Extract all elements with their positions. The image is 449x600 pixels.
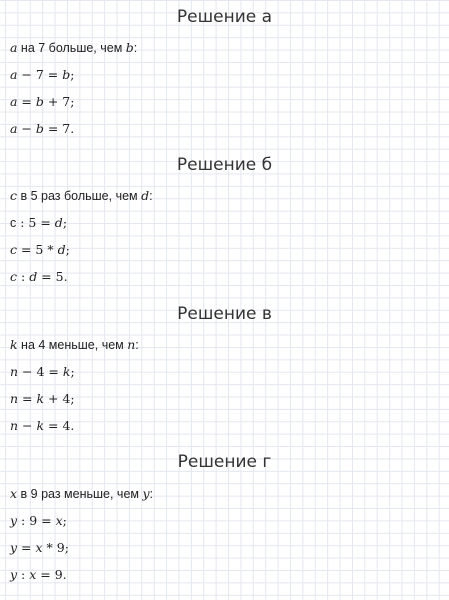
statement-b (10, 188, 153, 204)
equation-rest: ; (65, 242, 70, 257)
variable: d (29, 269, 38, 284)
variable: d (141, 188, 150, 203)
equation-rest: = 9. (36, 567, 67, 582)
section-title-v: Решение в (177, 304, 272, 324)
statement-text: в 5 раз больше, чем (17, 189, 142, 203)
statement-v (10, 337, 139, 353)
variable: y (142, 486, 150, 501)
variable: n (10, 364, 19, 379)
variable: x (10, 486, 18, 501)
equation-rest: = 5. (37, 269, 68, 284)
equation-v-1 (10, 364, 75, 380)
operator: = (17, 540, 36, 555)
equation-g-3 (10, 567, 67, 583)
statement-text: на 4 меньше, чем (17, 338, 128, 352)
operator: − (17, 121, 36, 136)
variable: b (35, 94, 44, 109)
operator: : 5 = (16, 215, 55, 230)
variable: k (36, 418, 45, 433)
variable: b (35, 121, 44, 136)
operator: = 5 * (17, 242, 58, 257)
equation-end: ; (70, 364, 75, 379)
variable: y (10, 540, 18, 555)
operator: : 9 = (17, 513, 56, 528)
operator: − (18, 418, 37, 433)
variable: a (10, 40, 18, 55)
variable: x (55, 513, 63, 528)
variable: n (127, 337, 136, 352)
statement-end: : (135, 338, 139, 352)
equation-b-3 (10, 269, 68, 285)
variable: x (35, 540, 43, 555)
variable: c (10, 216, 17, 230)
variable: n (10, 418, 19, 433)
variable: a (10, 94, 18, 109)
operator: = (18, 391, 37, 406)
section-title-g: Решение г (177, 452, 272, 472)
statement-a (10, 40, 137, 56)
variable: a (10, 67, 18, 82)
equation-v-2 (10, 391, 75, 407)
equation-v-3 (10, 418, 74, 434)
variable: d (54, 215, 63, 230)
variable: y (10, 513, 18, 528)
equation-end: ; (70, 67, 75, 82)
variable: n (10, 391, 19, 406)
variable: c (10, 269, 18, 284)
equation-a-3 (10, 121, 74, 137)
operator: = (17, 94, 36, 109)
operator: − 7 = (17, 67, 63, 82)
section-title-b: Решение б (176, 155, 273, 175)
variable: b (62, 67, 71, 82)
statement-text: на 7 больше, чем (17, 41, 126, 55)
section-title-a: Решение а (176, 7, 273, 27)
statement-g (10, 486, 153, 502)
equation-rest: = 4. (44, 418, 75, 433)
variable: x (29, 567, 37, 582)
statement-end: : (149, 487, 154, 501)
equation-rest: + 7; (43, 94, 75, 109)
equation-rest: + 4; (44, 391, 75, 406)
equation-rest: = 7. (43, 121, 75, 136)
statement-end: : (133, 41, 138, 55)
equation-b-1 (10, 215, 67, 231)
variable: c (10, 188, 18, 203)
variable: b (125, 40, 134, 55)
statement-text: в 9 раз меньше, чем (17, 487, 143, 501)
variable: k (62, 364, 71, 379)
operator: : (17, 567, 30, 582)
variable: k (36, 391, 45, 406)
equation-rest: * 9; (42, 540, 69, 555)
variable: c (10, 242, 18, 257)
operator: − 4 = (18, 364, 63, 379)
equation-a-2 (10, 94, 74, 110)
variable: a (10, 121, 18, 136)
equation-a-1 (10, 67, 74, 83)
variable: y (10, 567, 18, 582)
equation-end: ; (62, 215, 68, 230)
statement-end: : (149, 189, 153, 203)
equation-b-2 (10, 242, 70, 258)
equation-g-2 (10, 540, 69, 556)
equation-g-1 (10, 513, 67, 529)
variable: d (57, 242, 66, 257)
operator: : (17, 269, 30, 284)
variable: k (10, 337, 18, 352)
equation-end: ; (62, 513, 67, 528)
